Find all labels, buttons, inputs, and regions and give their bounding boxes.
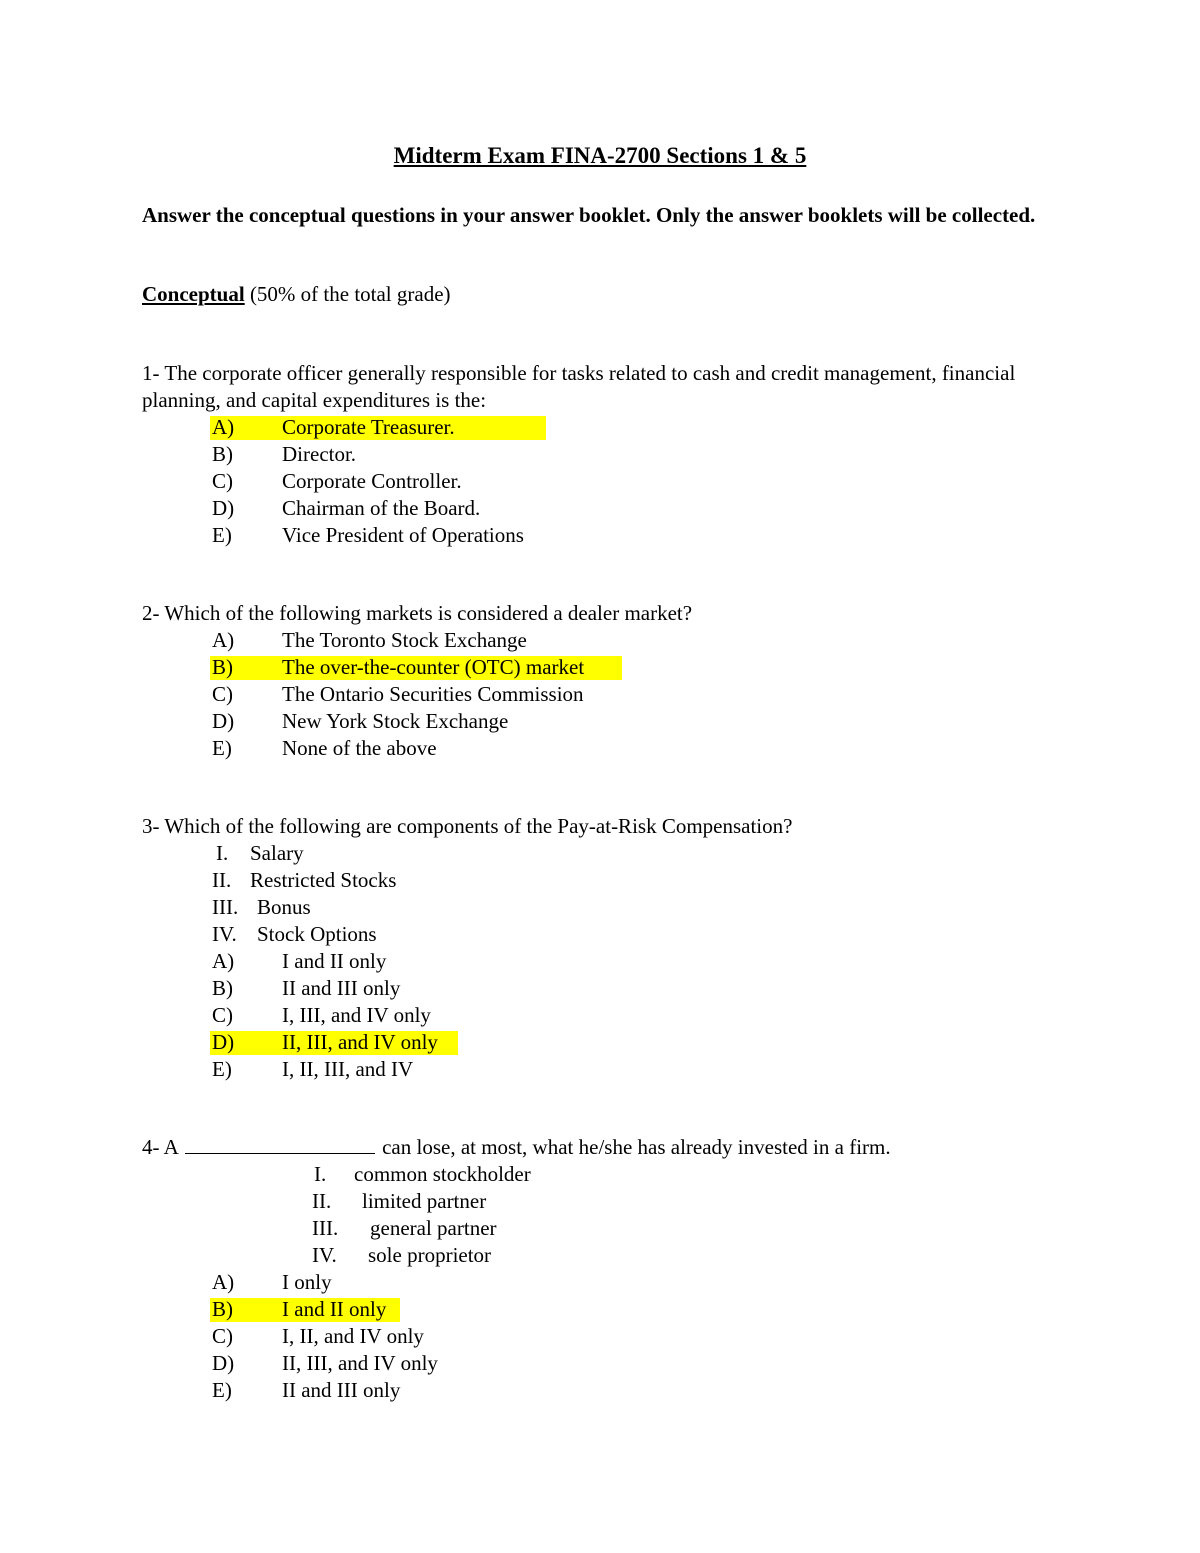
option-letter: C) xyxy=(212,1324,233,1348)
option-row xyxy=(142,975,1062,1002)
option-row xyxy=(142,1350,1062,1377)
roman-item xyxy=(142,1215,1062,1242)
roman-item xyxy=(142,921,1062,948)
option-row xyxy=(142,735,1062,762)
option-row xyxy=(142,1377,1062,1404)
question-2 xyxy=(142,600,1062,762)
option-letter: D) xyxy=(212,709,235,733)
option-text: The Toronto Stock Exchange xyxy=(282,628,527,652)
roman-text: Restricted Stocks xyxy=(250,868,397,892)
option-text: Vice President of Operations xyxy=(282,523,524,547)
question-text: 1- The corporate officer generally responsible for tasks related to cash and credit management, financial planning, and capital expenditures is the: xyxy=(142,361,1016,412)
option-text: II and III only xyxy=(282,976,401,1000)
roman-item xyxy=(142,840,1062,867)
option-text: I, II, III, and IV xyxy=(282,1057,414,1081)
option-text: I, III, and IV only xyxy=(282,1003,431,1027)
roman-text: Salary xyxy=(250,841,304,865)
option-row xyxy=(142,1056,1062,1083)
roman-numeral: III. xyxy=(212,895,239,919)
option-text: None of the above xyxy=(282,736,437,760)
option-text: II, III, and IV only xyxy=(282,1351,438,1375)
option-text: The Ontario Securities Commission xyxy=(282,682,584,706)
option-text: II and III only xyxy=(282,1378,401,1402)
option-letter: E) xyxy=(212,523,232,547)
option-text: Corporate Controller. xyxy=(282,469,462,493)
question-1 xyxy=(142,360,1062,549)
option-letter: A) xyxy=(212,628,235,652)
exam-title: Midterm Exam FINA-2700 Sections 1 & 5 xyxy=(393,143,807,168)
option-letter: B) xyxy=(212,655,233,679)
option-letter: C) xyxy=(212,682,233,706)
roman-numeral: IV. xyxy=(212,922,237,946)
option-letter: D) xyxy=(212,1351,235,1375)
option-letter: E) xyxy=(212,1057,232,1081)
option-text: Corporate Treasurer. xyxy=(282,415,455,439)
option-text: I only xyxy=(282,1270,332,1294)
roman-numeral: III. xyxy=(312,1216,339,1240)
question-3 xyxy=(142,813,1062,1083)
section-note: (50% of the total grade) xyxy=(244,282,451,306)
question-text-after: can lose, at most, what he/she has already invested in a firm. xyxy=(382,1135,891,1159)
roman-item xyxy=(142,867,1062,894)
roman-numeral: IV. xyxy=(312,1243,337,1267)
option-letter: A) xyxy=(212,415,235,439)
roman-text: Bonus xyxy=(257,895,311,919)
question-4 xyxy=(142,1134,1062,1404)
roman-numeral: II. xyxy=(312,1189,332,1213)
instructions: Answer the conceptual questions in your answer booklet. Only the answer booklets will be collected. xyxy=(142,203,1036,227)
option-row xyxy=(142,522,1062,549)
roman-text: general partner xyxy=(370,1216,497,1240)
question-text: 3- Which of the following are components of the Pay-at-Risk Compensation? xyxy=(142,814,793,838)
option-row xyxy=(142,441,1062,468)
roman-text: common stockholder xyxy=(354,1162,531,1186)
option-letter: D) xyxy=(212,1030,235,1054)
option-row xyxy=(142,1296,1062,1323)
roman-numeral: II. xyxy=(212,868,232,892)
option-text: Director. xyxy=(282,442,357,466)
option-letter: D) xyxy=(212,496,235,520)
option-letter: B) xyxy=(212,1297,233,1321)
option-row xyxy=(142,1323,1062,1350)
option-letter: E) xyxy=(212,1378,232,1402)
option-text: I, II, and IV only xyxy=(282,1324,424,1348)
roman-item xyxy=(142,1242,1062,1269)
roman-text: limited partner xyxy=(362,1189,487,1213)
fill-in-blank xyxy=(185,1135,375,1154)
question-text-before: 4- A xyxy=(142,1135,178,1159)
option-row xyxy=(142,1269,1062,1296)
roman-text: Stock Options xyxy=(257,922,377,946)
option-row xyxy=(142,948,1062,975)
option-text: II, III, and IV only xyxy=(282,1030,438,1054)
option-row xyxy=(142,414,1062,441)
option-letter: E) xyxy=(212,736,232,760)
option-row xyxy=(142,708,1062,735)
option-letter: C) xyxy=(212,1003,233,1027)
section-label: Conceptual xyxy=(142,282,245,306)
option-letter: B) xyxy=(212,976,233,1000)
option-text: I and II only xyxy=(282,1297,387,1321)
question-text xyxy=(142,1134,1062,1161)
option-row xyxy=(142,1029,1062,1056)
option-row xyxy=(142,627,1062,654)
option-letter: A) xyxy=(212,949,235,973)
option-text: Chairman of the Board. xyxy=(282,496,481,520)
option-letter: A) xyxy=(212,1270,235,1294)
roman-numeral: I. xyxy=(216,841,229,865)
roman-numeral: I. xyxy=(314,1162,327,1186)
roman-text: sole proprietor xyxy=(368,1243,492,1267)
question-text: 2- Which of the following markets is considered a dealer market? xyxy=(142,601,693,625)
option-row xyxy=(142,681,1062,708)
section-heading xyxy=(142,282,451,307)
option-text: The over-the-counter (OTC) market xyxy=(282,655,585,679)
option-letter: B) xyxy=(212,442,233,466)
option-row xyxy=(142,1002,1062,1029)
roman-item xyxy=(142,894,1062,921)
option-row xyxy=(142,654,1062,681)
option-row xyxy=(142,468,1062,495)
option-row xyxy=(142,495,1062,522)
roman-item xyxy=(142,1161,1062,1188)
option-letter: C) xyxy=(212,469,233,493)
option-text: New York Stock Exchange xyxy=(282,709,509,733)
option-text: I and II only xyxy=(282,949,387,973)
roman-item xyxy=(142,1188,1062,1215)
